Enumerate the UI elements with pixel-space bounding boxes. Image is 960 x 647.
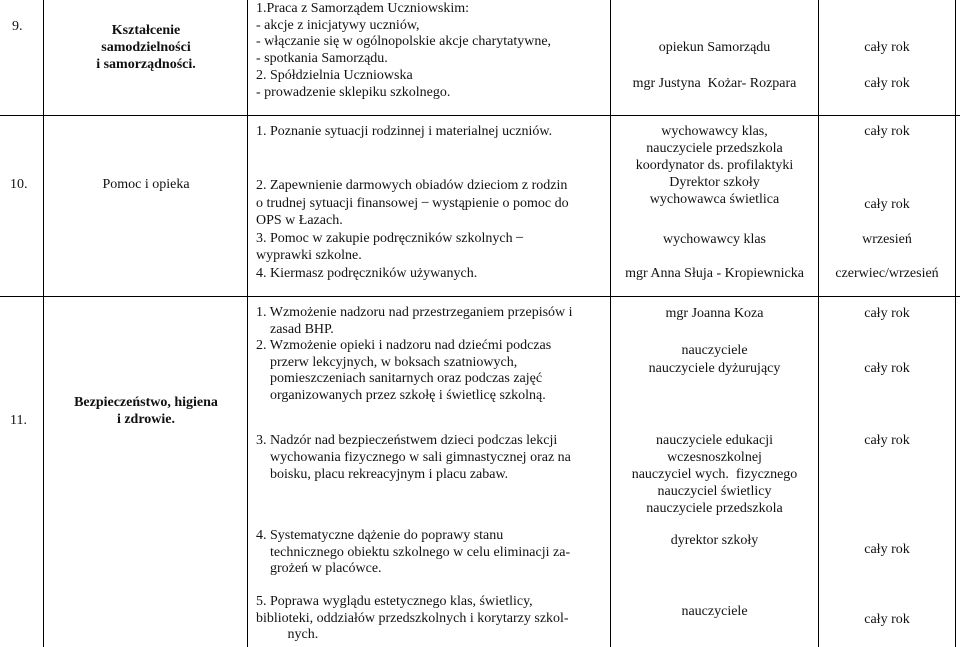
responsible-person: mgr Joanna Koza [665,306,764,321]
deadline: cały rok [864,361,910,376]
task-text: 1.Praca z Samorządem Uczniowskim: - akcje z inicjatywy uczniów, - włączanie się w ogólnopolskie akcje charytatywne, - spotkania Samorządu. 2. Spółdzielnia Uczniowska - prowadzenie sklepiku szkolnego. [256,1,552,100]
deadline: cały rok [864,40,910,55]
deadline: cały rok [864,433,910,448]
area-name: Bezpieczeństwo, higiena i zdrowie. [74,395,218,427]
task-text: 3. Nadzór nad bezpieczeństwem dzieci podczas lekcji wychowania fizycznego w sali gimnastycznej oraz na boisku, placu rekreacyjnym i placu zabaw. [256,433,571,482]
task-text: 1. Wzmożenie nadzoru nad przestrzeganiem przepisów i zasad BHP. 2. Wzmożenie opieki i nadzoru nad dziećmi podczas przerw lekcyjnych, w boksach szatniowych, pomieszczeniach sanitarnych oraz podczas zajęć organizowanych przez szkołę i świetlicę szkolną. [256,305,573,403]
task-text: 2. Zapewnienie darmowych obiadów dzieciom z rodzin o trudnej sytuacji finansowej ̶ wystąpienie o pomoc do OPS w Łazach. 3. Pomoc w zakupie podręczników szkolnych ̶ wyprawki szkolne. 4. Kiermasz podręczników używanych. [256,178,569,281]
deadline: cały rok [864,542,910,557]
row-number: 11. [10,413,27,428]
responsible-person: nauczyciele [681,604,748,619]
deadline: wrzesień [862,232,912,247]
responsible-person: opiekun Samorządu [658,40,771,55]
area-name: Pomoc i opieka [102,177,190,192]
responsible-person: mgr Anna Słuja - Kropiewnicka [625,266,804,281]
deadline: cały rok [864,197,910,212]
task-text: 1. Poznanie sytuacji rodzinnej i materialnej uczniów. [256,124,553,139]
column-divider [955,0,956,647]
responsible-person: mgr Justyna Kożar- Rozpara [632,76,797,91]
responsible-person: dyrektor szkoły [670,533,759,548]
deadline: cały rok [864,306,910,321]
row-divider [0,296,960,297]
responsible-person: nauczyciele edukacji wczesnoszkolnej nauczyciel wych. fizycznego nauczyciel świetlicy nauczyciele przedszkola [631,433,798,516]
responsible-person: nauczyciele nauczyciele dyżurujący [648,343,781,376]
row-divider [0,115,960,116]
task-text: 5. Poprawa wyglądu estetycznego klas, świetlicy, biblioteki, oddziałów przedszkolnych i korytarzy szkol- nych. [256,594,569,643]
area-name: Kształcenie samodzielności i samorządności. [96,23,196,72]
deadline: cały rok [864,612,910,627]
row-number: 9. [12,19,23,34]
deadline: cały rok [864,124,910,139]
deadline: cały rok [864,76,910,91]
column-divider [43,0,44,647]
responsible-person: wychowawcy klas [662,232,767,247]
responsible-person: wychowawcy klas, nauczyciele przedszkola koordynator ds. profilaktyki Dyrektor szkoły wychowawca świetlica [635,124,794,207]
row-number: 10. [10,177,28,192]
task-text: 4. Systematyczne dążenie do poprawy stanu technicznego obiektu szkolnego w celu eliminacji za- grożeń w placówce. [256,528,571,577]
column-divider [610,0,611,647]
deadline: czerwiec/wrzesień [835,266,939,281]
column-divider [247,0,248,647]
